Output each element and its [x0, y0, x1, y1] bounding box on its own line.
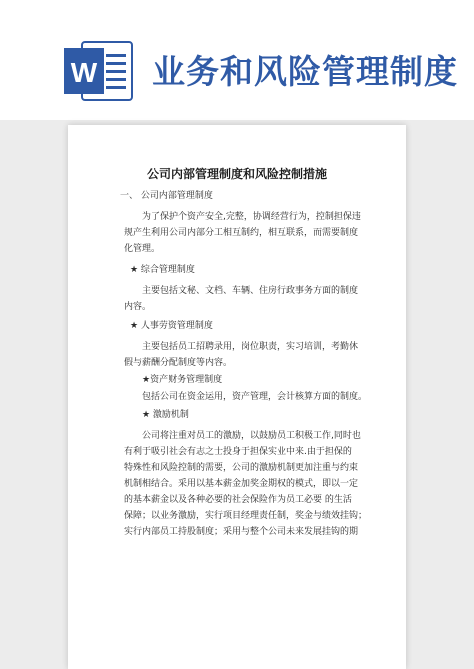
document-title: 公司内部管理制度和风险控制措施 — [146, 167, 327, 181]
paragraph-line: 公司将注重对员工的激励，以鼓励员工积极工作,同时也 — [142, 431, 361, 441]
paragraph-line: 有利于吸引社会有志之士投身于担保实业中来.由于担保的 — [124, 447, 352, 457]
section-heading: 一、 公司内部管理制度 — [120, 191, 213, 201]
paragraph-line: 特殊性和风险控制的需要，公司的激励机制更加注重与约束 — [124, 463, 359, 473]
subsection-heading: ★ 综合管理制度 — [130, 265, 195, 275]
paragraph-line: 为了保护个资产安全,完整，协调经营行为，控制担保违 — [142, 212, 361, 222]
document-page — [68, 125, 406, 669]
subsection-heading: ★资产财务管理制度 — [142, 375, 223, 385]
paragraph-line: 主要包括文秘、文档、车辆、住房行政事务方面的制度 — [142, 286, 359, 296]
subsection-heading: ★ 激励机制 — [142, 410, 189, 420]
paragraph-line: 假与薪酬分配制度等内容。 — [124, 358, 233, 368]
paragraph-line: 主要包括员工招聘录用，岗位职责，实习培训，考勤休 — [142, 342, 359, 352]
header-banner — [0, 0, 474, 120]
subsection-heading: ★ 人事劳资管理制度 — [130, 321, 213, 331]
paragraph-line: 规产生利用公司内部分工相互制约，相互联系，而需要制度 — [124, 228, 359, 238]
paragraph-line: 实行内部员工持股制度；采用与整个公司未来发展挂钩的期 — [124, 527, 359, 537]
paragraph-line: 化管理。 — [124, 244, 161, 254]
paragraph-line: 的基本薪金以及各种必要的社会保险作为员工必要 的生活 — [124, 495, 352, 505]
logo-letter: W — [70, 57, 98, 88]
word-document-icon — [62, 40, 134, 102]
paragraph-line: 机制相结合。采用以基本薪金加奖金期权的模式，即以一定 — [124, 479, 359, 489]
paragraph-line: 保障；以业务激励，实行项目经理责任制，奖金与绩效挂钩； — [124, 511, 368, 521]
paragraph-line: 内容。 — [124, 302, 152, 312]
paragraph-line: 包括公司在资金运用，资产管理，会计核算方面的制度。 — [142, 392, 368, 402]
page-title: 业务和风险管理制度 — [152, 52, 458, 91]
